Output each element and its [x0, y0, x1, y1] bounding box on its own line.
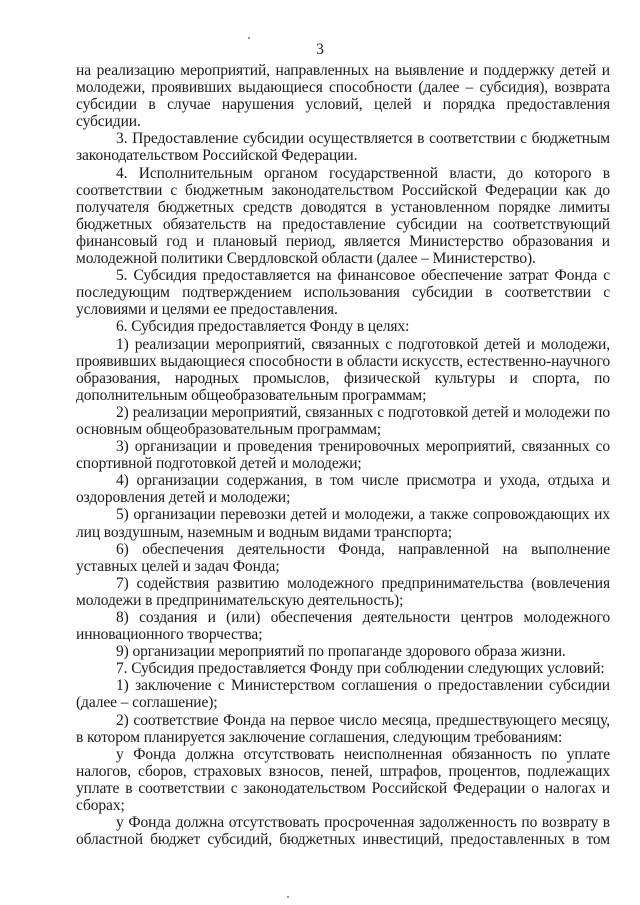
requirement-tax-debt: у Фонда должна отсутствовать неисполненная обязанность по уплате налогов, сборов, страховых взносов, пеней, штрафов, процентов, подлежащих уплате в соответствии с законодательством Российской Федерации о налогах и сборах;	[76, 745, 610, 815]
scan-speck	[287, 896, 289, 898]
list-item-goal-2: 2) реализации мероприятий, связанных с подготовкой детей и молодежи по основным общеобразовательным программам;	[76, 403, 610, 438]
list-item-goal-8: 8) создания и (или) обеспечения деятельности центров молодежного инновационного творчества;	[76, 609, 610, 644]
paragraph-clause-7: 7. Субсидия предоставляется Фонду при соблюдении следующих условий:	[116, 660, 605, 678]
list-item-goal-7: 7) содействия развитию молодежного предпринимательства (вовлечения молодежи в предпринимательскую деятельность);	[76, 574, 610, 609]
list-item-goal-1: 1) реализации мероприятий, связанных с подготовкой детей и молодежи, проявивших выдающиеся способности в области искусств, естественно-научного образования, народных промыслов, физической культуры и спорта, по дополнительным общеобразовательным программам;	[76, 335, 610, 404]
list-item-goal-5: 5) организации перевозки детей и молодежи, а также сопровождающих их лиц воздушным, наземным и водным видами транспорта;	[76, 506, 610, 541]
paragraph-clause-5: 5. Субсидия предоставляется на финансовое обеспечение затрат Фонда с последующим подтверждением использования субсидии в соответствии с условиями и целями ее предоставления.	[76, 267, 610, 319]
scan-speck	[248, 37, 250, 39]
list-item-goal-4: 4) организации содержания, в том числе присмотра и ухода, отдыха и оздоровления детей и молодежи;	[76, 472, 610, 507]
requirement-overdue-debt: у Фонда должна отсутствовать просроченная задолженность по возврату в областной бюджет субсидий, бюджетных инвестиций, предоставленных в том	[76, 814, 610, 849]
list-item-goal-3: 3) организации и проведения тренировочных мероприятий, связанных со спортивной подготовкой детей и молодежи;	[76, 438, 610, 473]
paragraph-clause-3: 3. Предоставление субсидии осуществляется в соответствии с бюджетным законодательством Российской Федерации.	[76, 130, 610, 165]
document-body	[76, 62, 610, 848]
list-item-condition-1: 1) заключение с Министерством соглашения о предоставлении субсидии (далее – соглашение);	[76, 677, 610, 712]
paragraph-continuation: на реализацию мероприятий, направленных на выявление и поддержку детей и молодежи, проявивших выдающиеся способности (далее – субсидия), возврата субсидии в случае нарушения условий, целей и порядка предоставления субсидии.	[76, 62, 610, 131]
list-item-condition-2: 2) соответствие Фонда на первое число месяца, предшествующего месяцу, в котором планируется заключение соглашения, следующим требованиям:	[76, 711, 610, 746]
list-item-goal-9: 9) организации мероприятий по пропаганде здорового образа жизни.	[116, 643, 566, 661]
paragraph-clause-4: 4. Исполнительным органом государственной власти, до которого в соответствии с бюджетным законодательством Российской Федерации как до получателя бюджетных средств доводятся в установленном порядке лимиты бюджетных обязательств на предоставление субсидии на соответствующий финансовый год и плановый период, является Министерство образования и молодежной политики Свердловской области (далее – Министерство).	[76, 164, 610, 268]
list-item-goal-6: 6) обеспечения деятельности Фонда, направленной на выполнение уставных целей и задач Фонда;	[76, 540, 610, 575]
page-number: 3	[316, 41, 324, 58]
paragraph-clause-6: 6. Субсидия предоставляется Фонду в целях:	[116, 318, 410, 336]
